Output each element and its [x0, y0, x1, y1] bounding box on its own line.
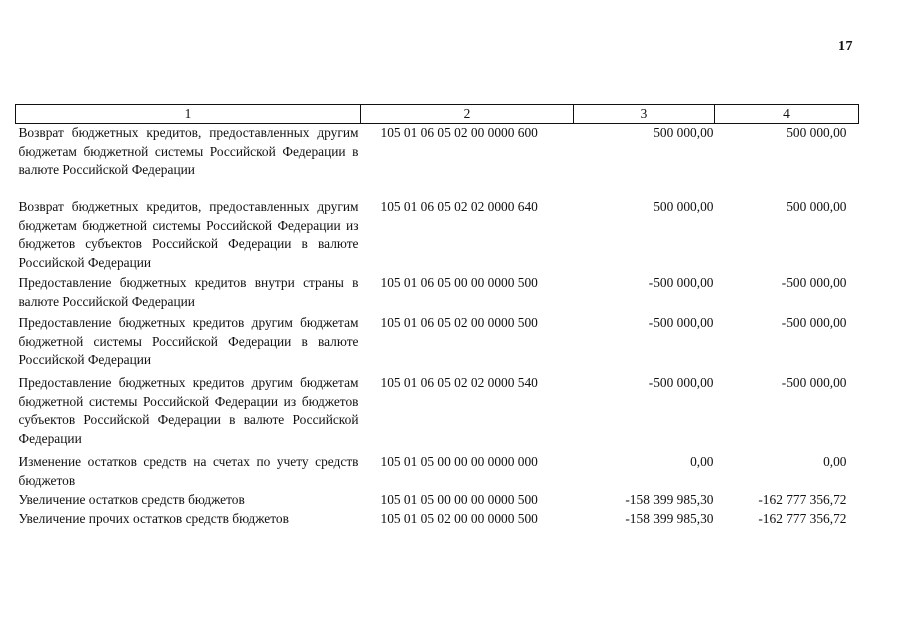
column-header-1: 1 [16, 105, 361, 124]
row-description: Изменение остатков средств на счетах по учету средств бюджетов [18, 454, 359, 488]
row-value-3: -500 000,00 [648, 375, 714, 390]
row-code: 105 01 06 05 02 00 0000 500 [380, 315, 538, 330]
row-code: 105 01 06 05 02 00 0000 600 [380, 125, 538, 140]
row-value-4: -162 777 356,72 [758, 492, 847, 507]
table-body [16, 124, 859, 529]
table-row [16, 124, 859, 199]
row-code: 105 01 05 02 00 00 0000 500 [380, 510, 538, 526]
page-number: 17 [838, 39, 853, 54]
row-code: 105 01 05 00 00 00 0000 000 [380, 454, 538, 469]
row-value-3: 500 000,00 [653, 199, 714, 214]
row-value-4: 500 000,00 [786, 199, 847, 214]
row-description: Возврат бюджетных кредитов, предоставленных другим бюджетам бюджетной системы Российской Федерации в валюте Российской Федерации [18, 125, 359, 177]
table-row [16, 510, 859, 529]
row-value-3: 500 000,00 [653, 125, 714, 140]
row-value-3: 0,00 [690, 454, 714, 469]
table-row [16, 453, 859, 491]
row-description: Возврат бюджетных кредитов, предоставленных другим бюджетам бюджетной системы Российской Федерации из бюджетов субъектов Российской Федерации в валюте Российской Федерации [18, 199, 359, 270]
row-code: 105 01 05 00 00 00 0000 500 [380, 492, 538, 507]
row-value-4: -500 000,00 [781, 375, 847, 390]
row-value-3: -158 399 985,30 [625, 510, 714, 526]
budget-sources-table [15, 104, 859, 528]
table-row [16, 374, 859, 453]
row-value-3: -158 399 985,30 [625, 492, 714, 507]
row-code: 105 01 06 05 02 02 0000 640 [380, 199, 538, 214]
row-value-4: -500 000,00 [781, 315, 847, 330]
row-value-3: -500 000,00 [648, 275, 714, 290]
row-description: Предоставление бюджетных кредитов другим бюджетам бюджетной системы Российской Федерации в валюте Российской Федерации [18, 315, 359, 367]
header-row [16, 105, 859, 124]
row-value-4: -500 000,00 [781, 275, 847, 290]
row-value-3: -500 000,00 [648, 315, 714, 330]
row-value-4: 500 000,00 [786, 125, 847, 140]
table-row [16, 198, 859, 274]
row-description: Увеличение прочих остатков средств бюджетов [18, 510, 289, 526]
table-header [16, 105, 859, 124]
row-description: Увеличение остатков средств бюджетов [18, 492, 245, 507]
row-description: Предоставление бюджетных кредитов внутри страны в валюте Российской Федерации [18, 275, 359, 309]
row-value-4: -162 777 356,72 [758, 510, 847, 526]
row-value-4: 0,00 [823, 454, 847, 469]
row-code: 105 01 06 05 00 00 0000 500 [380, 275, 538, 290]
column-header-2: 2 [361, 105, 574, 124]
table-row [16, 274, 859, 314]
column-header-3: 3 [574, 105, 715, 124]
table-row [16, 314, 859, 374]
table-row [16, 491, 859, 510]
row-code: 105 01 06 05 02 02 0000 540 [380, 375, 538, 390]
column-header-4: 4 [715, 105, 859, 124]
row-description: Предоставление бюджетных кредитов другим бюджетам бюджетной системы Российской Федерации из бюджетов субъектов Российской Федерации в валюте Российской Федерации [18, 375, 359, 446]
